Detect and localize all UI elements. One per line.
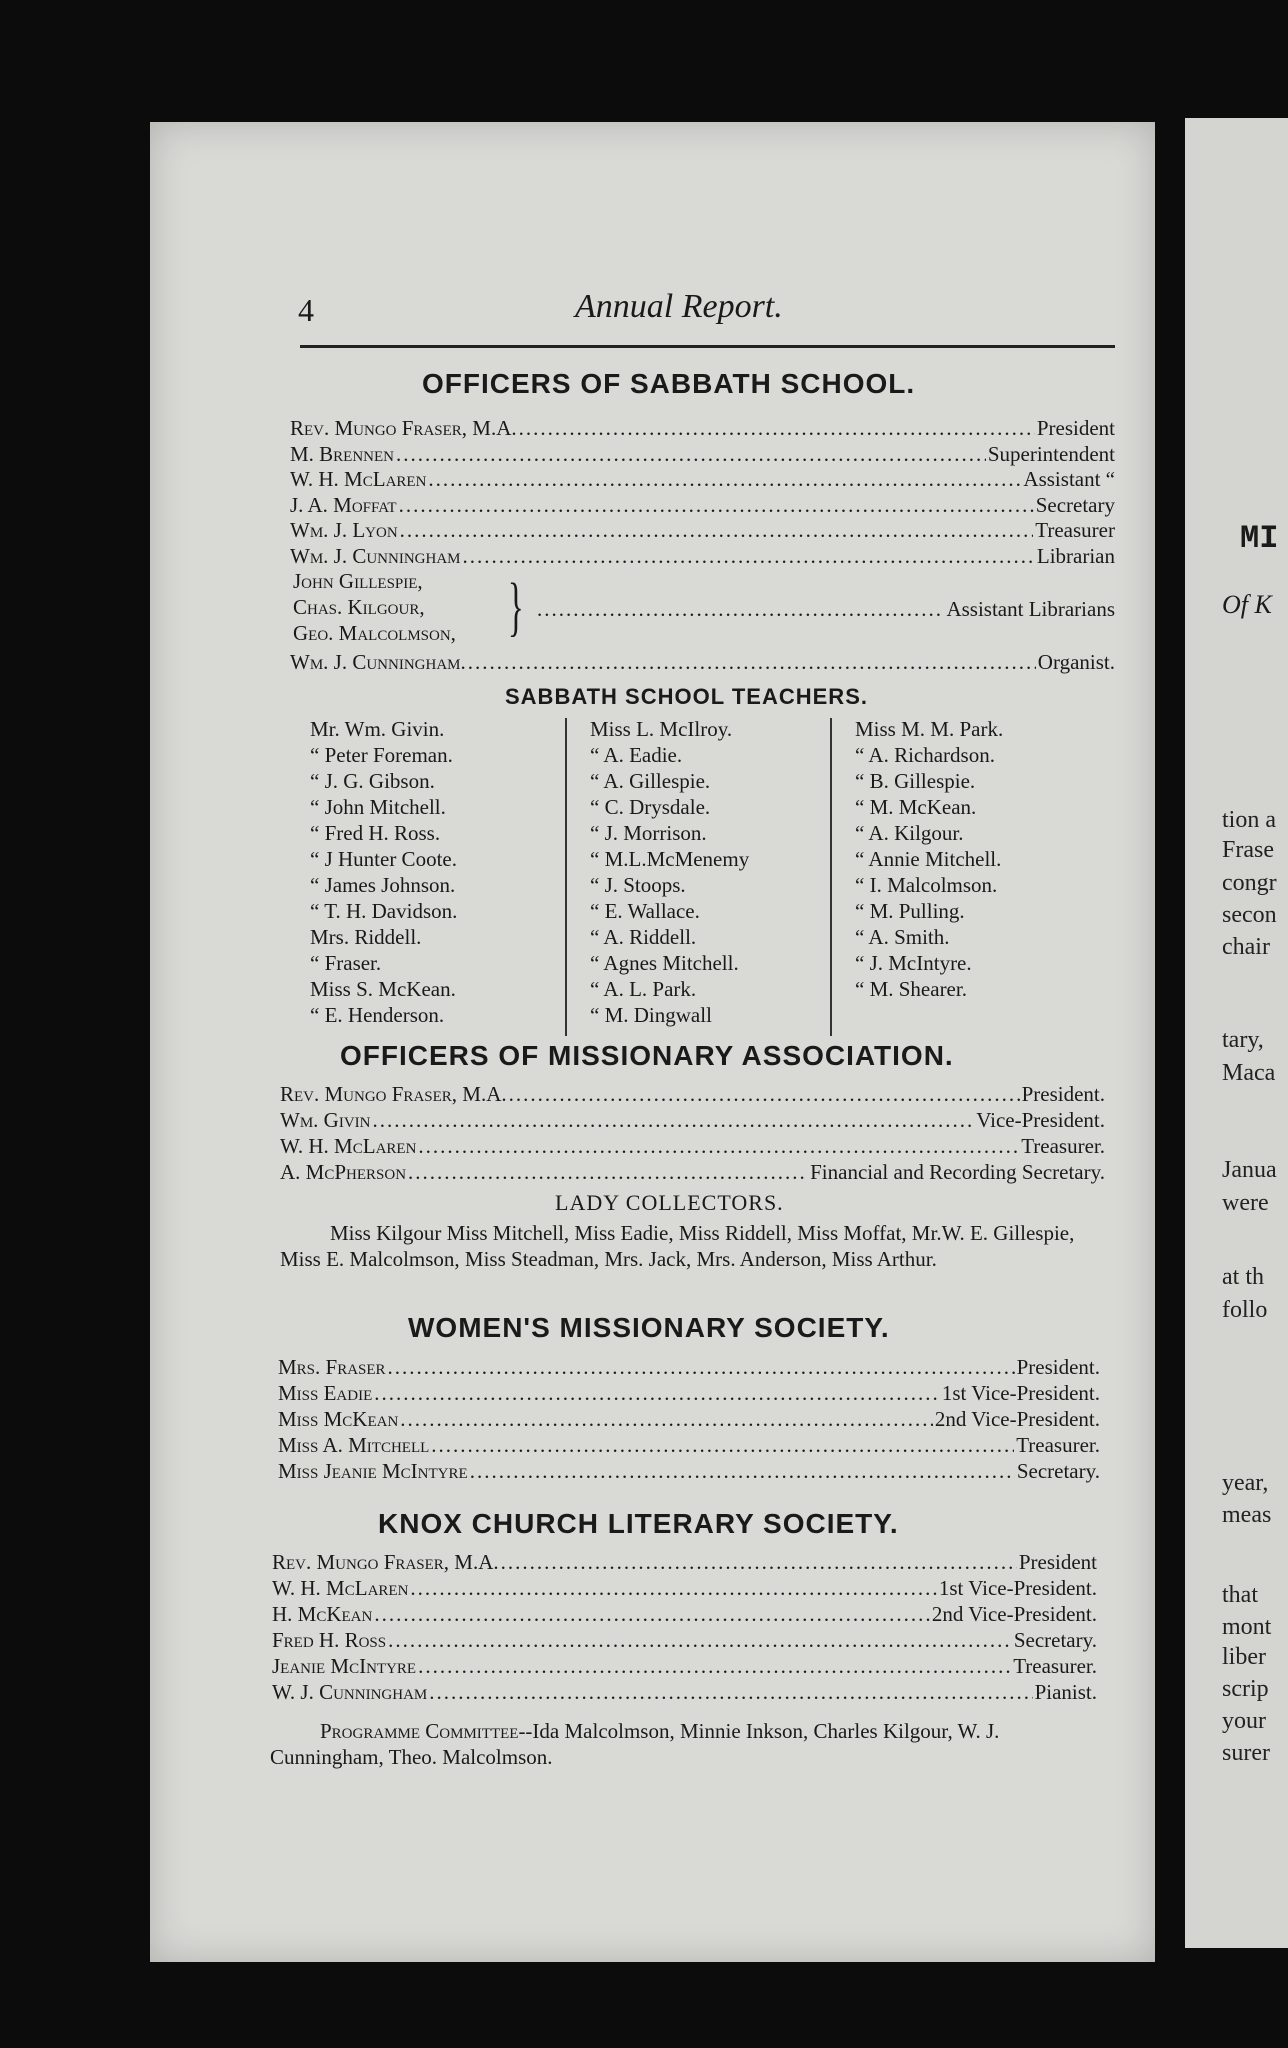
teacher-name: “ A. Kilgour.: [855, 821, 964, 845]
adjacent-line: tion a: [1222, 807, 1276, 833]
officer-role: 2nd Vice-President.: [934, 1407, 1100, 1431]
assistant-role: Assistant Librarians: [946, 597, 1115, 621]
column-divider: [830, 718, 832, 1036]
officer-name: Miss McKean: [278, 1407, 399, 1431]
teacher-name: “ John Mitchell.: [310, 795, 446, 819]
officer-role: Financial and Recording Secretary.: [810, 1160, 1105, 1184]
adjacent-line: liber: [1222, 1644, 1266, 1670]
officer-name: Rev. Mungo Fraser, M.A.: [290, 416, 517, 440]
officer-row: [278, 1433, 1100, 1458]
officer-name: Rev. Mungo Fraser, M.A.: [272, 1550, 499, 1574]
adjacent-line: Frase: [1222, 837, 1274, 863]
adjacent-line: congr: [1222, 870, 1277, 896]
programme-text: --Ida Malcolmson, Minnie Inkson, Charles Kilgour, W. J. Cunningham, Theo. Malcolmson.: [270, 1719, 1000, 1769]
organist-role: Organist.: [1037, 650, 1115, 674]
officer-row: [280, 1160, 1105, 1185]
teacher-name: “ Agnes Mitchell.: [590, 951, 739, 975]
teachers-column-3: [855, 716, 1003, 1002]
missionary-heading: OFFICERS OF MISSIONARY ASSOCIATION.: [340, 1040, 954, 1071]
column-divider: [565, 718, 567, 1036]
officer-role: President.: [1016, 1355, 1100, 1379]
officer-name: Miss Eadie: [278, 1381, 373, 1405]
adjacent-line: scrip: [1222, 1676, 1269, 1702]
programme-committee: [270, 1718, 1105, 1770]
teacher-name: “ J. McIntyre.: [855, 951, 972, 975]
teacher-name: “ J. G. Gibson.: [310, 769, 435, 793]
teacher-name: “ I. Malcolmson.: [855, 873, 998, 897]
adjacent-line: mont: [1222, 1614, 1272, 1640]
lady-collectors-heading: LADY COLLECTORS.: [555, 1190, 784, 1215]
organist-name: Wm. J. Cunningham.: [290, 650, 466, 674]
officer-row: [290, 544, 1115, 569]
officer-row: [290, 442, 1115, 467]
adjacent-line: chair: [1222, 934, 1270, 960]
teacher-name: Mr. Wm. Givin.: [310, 717, 445, 741]
officer-row: [280, 1082, 1105, 1107]
officer-row: [272, 1680, 1097, 1705]
officer-name: Jeanie McIntyre: [272, 1654, 417, 1678]
teacher-name: “ M. Shearer.: [855, 977, 967, 1001]
officer-name: A. McPherson: [280, 1160, 407, 1184]
adjacent-line: surer: [1222, 1740, 1270, 1766]
adjacent-line: that: [1222, 1582, 1258, 1608]
adjacent-line: your: [1222, 1708, 1266, 1734]
teacher-name: “ Peter Foreman.: [310, 743, 453, 767]
teacher-name: “ James Johnson.: [310, 873, 456, 897]
officer-role: President: [1018, 1550, 1097, 1574]
officer-role: Superintendent: [987, 441, 1115, 466]
running-head: Annual Report.: [575, 288, 783, 325]
officer-role: 1st Vice-President.: [941, 1381, 1100, 1405]
organist-row: [290, 650, 1115, 675]
officer-row: [272, 1628, 1097, 1653]
teacher-name: “ B. Gillespie.: [855, 769, 976, 793]
teacher-name: “ J. Stoops.: [590, 873, 686, 897]
teachers-column-1: [310, 716, 457, 1028]
officer-role: Secretary.: [1016, 1459, 1100, 1483]
officer-name: Mrs. Fraser: [278, 1355, 386, 1379]
officer-name: Miss A. Mitchell: [278, 1433, 430, 1457]
teacher-name: “ C. Drysdale.: [590, 795, 711, 819]
officer-role: Secretary: [1035, 492, 1115, 517]
page-number: 4: [298, 292, 314, 328]
officer-name: W. H. McLaren: [290, 467, 427, 491]
officer-role: Treasurer.: [1016, 1433, 1100, 1457]
sabbath-officers-heading: OFFICERS OF SABBATH SCHOOL.: [422, 368, 916, 399]
teacher-name: Miss S. McKean.: [310, 977, 456, 1001]
adjacent-line: year,: [1222, 1470, 1269, 1496]
officer-name: W. H. McLaren: [280, 1134, 417, 1158]
officer-row: [272, 1654, 1097, 1679]
officer-role: 2nd Vice-President.: [931, 1602, 1097, 1626]
teachers-heading: SABBATH SCHOOL TEACHERS.: [505, 684, 868, 709]
officer-row: [290, 416, 1115, 441]
teacher-name: “ M.L.McMenemy: [590, 847, 750, 871]
officer-role: Pianist.: [1034, 1680, 1097, 1704]
officer-row: [290, 493, 1115, 518]
officer-name: M. Brennen: [290, 441, 395, 466]
assistant-name: Chas. Kilgour,: [293, 595, 425, 619]
literary-heading: KNOX CHURCH LITERARY SOCIETY.: [378, 1508, 899, 1539]
adjacent-line: secon: [1222, 902, 1277, 928]
womens-heading: WOMEN'S MISSIONARY SOCIETY.: [408, 1312, 890, 1343]
officer-role: President.: [1021, 1082, 1105, 1106]
lady-collectors-list: Miss Kilgour Miss Mitchell, Miss Eadie, Miss Riddell, Miss Moffat, Mr.W. E. Gillespie, Miss E. Malcolmson, Miss Steadman, Mrs. Jack, Mrs. Anderson, Miss Arthur.: [280, 1221, 1075, 1271]
officer-name: W. J. Cunningham: [272, 1680, 428, 1704]
officer-role: Treasurer.: [1013, 1654, 1097, 1678]
officer-name: Wm. Givin: [280, 1108, 371, 1132]
officer-row: [280, 1134, 1105, 1159]
officer-name: H. McKean: [272, 1602, 373, 1626]
officer-row: [290, 518, 1115, 543]
teacher-name: Miss M. M. Park.: [855, 717, 1004, 741]
teacher-name: “ A. Gillespie.: [590, 769, 711, 793]
programme-label: Programme Committee: [320, 1719, 519, 1743]
header-rule: [300, 345, 1115, 348]
assistant-name: John Gillespie,: [293, 569, 423, 593]
teacher-name: “ Fraser.: [310, 951, 382, 975]
teacher-name: “ M. McKean.: [855, 795, 977, 819]
teacher-name: “ A. L. Park.: [590, 977, 697, 1001]
officer-role: Librarian: [1036, 543, 1115, 568]
officer-role: Treasurer.: [1021, 1134, 1105, 1158]
teacher-name: “ Fred H. Ross.: [310, 821, 441, 845]
adjacent-line: tary,: [1222, 1027, 1264, 1053]
adjacent-line: meas: [1222, 1502, 1272, 1528]
teacher-name: “ A. Smith.: [855, 925, 950, 949]
adjacent-line: follo: [1222, 1297, 1268, 1323]
adjacent-heading: MI: [1240, 520, 1279, 557]
teacher-name: “ T. H. Davidson.: [310, 899, 458, 923]
adjacent-subheading: Of K: [1222, 590, 1272, 619]
officer-name: W. H. McLaren: [272, 1576, 409, 1600]
teacher-name: “ M. Pulling.: [855, 899, 965, 923]
teacher-name: “ A. Eadie.: [590, 743, 683, 767]
officer-name: J. A. Moffat: [290, 492, 397, 517]
officer-row: [278, 1381, 1100, 1406]
teacher-name: “ E. Henderson.: [310, 1003, 445, 1027]
officer-name: Miss Jeanie McIntyre: [278, 1459, 468, 1483]
officer-role: 1st Vice-President.: [938, 1576, 1097, 1600]
officer-row: [278, 1355, 1100, 1380]
teacher-name: “ A. Riddell.: [590, 925, 697, 949]
adjacent-line: at th: [1222, 1264, 1264, 1290]
teacher-name: “ J. Morrison.: [590, 821, 707, 845]
teacher-name: “ A. Richardson.: [855, 743, 995, 767]
officer-role: Treasurer: [1035, 518, 1115, 542]
assistant-librarians-row: [535, 597, 1115, 622]
teachers-column-2: [590, 716, 749, 1028]
officer-role: Secretary.: [1013, 1628, 1097, 1652]
officer-row: [272, 1576, 1097, 1601]
officer-role: Vice-President.: [976, 1108, 1105, 1132]
officer-row: [272, 1602, 1097, 1627]
teacher-name: “ J Hunter Coote.: [310, 847, 457, 871]
teacher-name: “ E. Wallace.: [590, 899, 700, 923]
officer-role: Assistant “: [1023, 467, 1115, 491]
officer-row: [278, 1459, 1100, 1484]
officer-row: [290, 467, 1115, 492]
teacher-name: Miss L. McIlroy.: [590, 717, 733, 741]
adjacent-line: were: [1222, 1190, 1269, 1216]
teacher-name: “ M. Dingwall: [590, 1003, 712, 1027]
officer-role: President: [1036, 416, 1115, 440]
officer-name: Rev. Mungo Fraser, M.A.: [280, 1082, 507, 1106]
officer-name: Wm. J. Lyon: [290, 518, 398, 542]
officer-name: Fred H. Ross: [272, 1628, 387, 1652]
assistant-librarian-names: [293, 568, 456, 646]
officer-row: [280, 1108, 1105, 1133]
teacher-name: “ Annie Mitchell.: [855, 847, 1002, 871]
officer-row: [278, 1407, 1100, 1432]
officer-row: [272, 1550, 1097, 1575]
teacher-name: Mrs. Riddell.: [310, 925, 422, 949]
officer-name: Wm. J. Cunningham: [290, 543, 461, 568]
assistant-name: Geo. Malcolmson,: [293, 621, 456, 645]
adjacent-line: Janua: [1222, 1157, 1277, 1183]
adjacent-line: Maca: [1222, 1060, 1276, 1086]
brace: }: [507, 570, 524, 643]
